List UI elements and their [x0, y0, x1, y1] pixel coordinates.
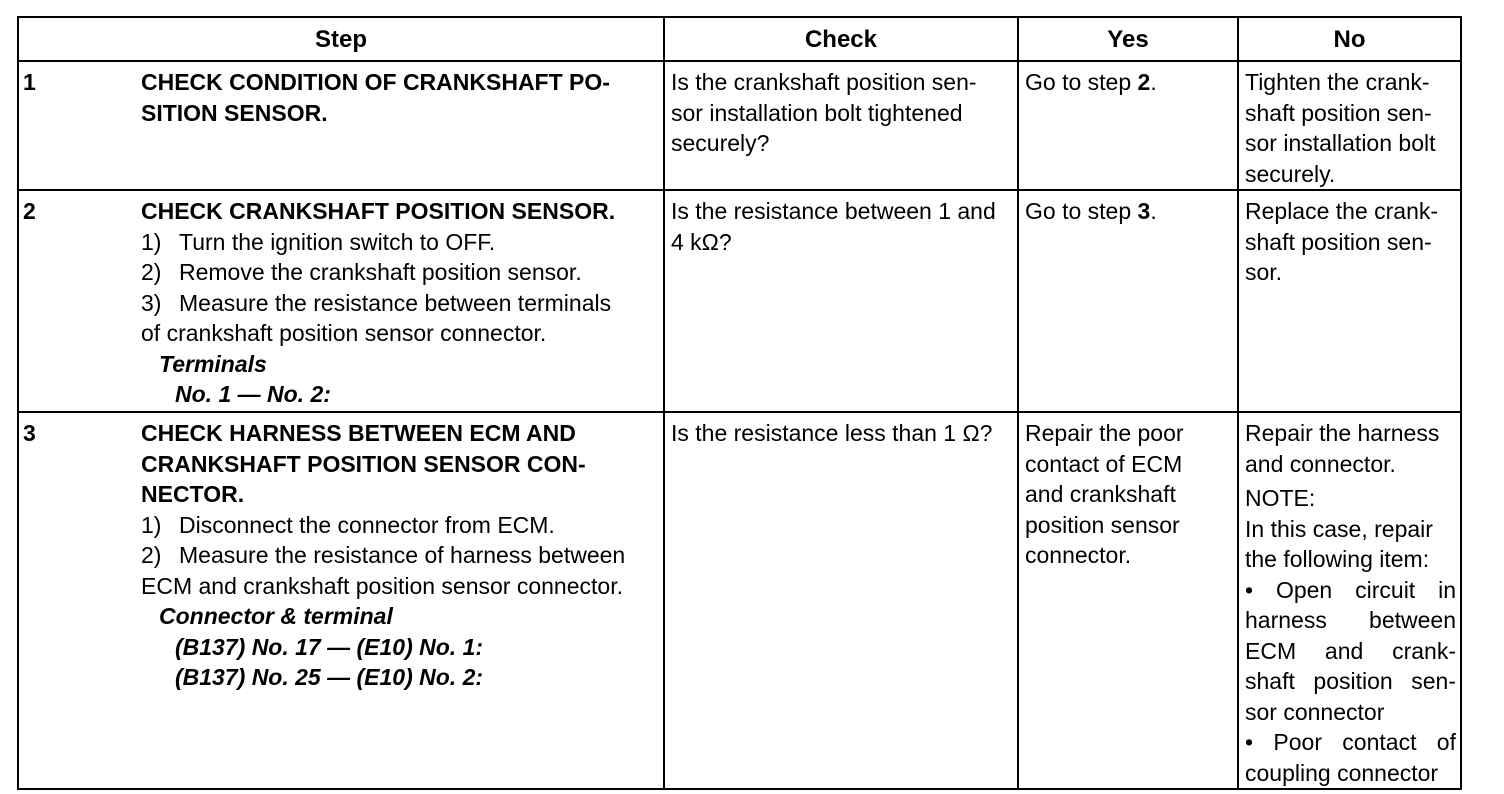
yes-line: position sensor: [1025, 511, 1180, 538]
check-line: securely?: [671, 130, 770, 156]
instruction-text: Disconnect the connector from ECM.: [179, 511, 555, 538]
instruction-continuation: ECM and crankshaft position sensor connector.: [141, 572, 623, 599]
instruction-number: 3): [141, 289, 162, 316]
no-cell: [1238, 61, 1461, 190]
yes-cell: [1018, 190, 1238, 412]
step-body: [141, 67, 659, 128]
no-line: securely.: [1245, 160, 1336, 187]
step-title-line: CRANKSHAFT POSITION SENSOR CON-: [141, 450, 586, 477]
yes-line: and crankshaft: [1025, 481, 1176, 507]
step-title-line: CHECK CONDITION OF CRANKSHAFT PO-: [141, 69, 610, 95]
step-title-line: CHECK CRANKSHAFT POSITION SENSOR.: [141, 198, 616, 224]
yes-action: [1025, 196, 1233, 227]
no-line: shaft position sen-: [1245, 99, 1432, 126]
yes-line: Repair the poor: [1025, 420, 1184, 446]
check-cell: [664, 61, 1018, 190]
step-number: 2: [23, 198, 36, 224]
yes-line: contact of ECM: [1025, 450, 1183, 477]
note-line: In this case, repair: [1245, 515, 1433, 542]
step-cell: [18, 412, 664, 789]
step-title-line: CHECK HARNESS BETWEEN ECM AND: [141, 420, 576, 446]
step-cell: [18, 61, 664, 190]
check-line: Is the resistance between 1 and: [671, 198, 996, 224]
check-cell: [664, 412, 1018, 789]
yes-step-ref: 2: [1137, 69, 1151, 95]
step-title-line: NECTOR.: [141, 481, 245, 507]
yes-prefix: Go to step: [1025, 69, 1138, 95]
no-line: Replace the crank-: [1245, 198, 1439, 224]
instruction-item: [141, 288, 659, 319]
bullet-line: shaft position sen-: [1245, 668, 1456, 694]
instruction-continuation: of crankshaft position sensor connector.: [141, 320, 547, 346]
yes-cell: [1018, 61, 1238, 190]
instruction-text: Remove the crankshaft position sensor.: [179, 259, 582, 285]
spec-line: No. 1 — No. 2:: [175, 381, 331, 407]
instruction-text: Turn the ignition switch to OFF.: [179, 228, 496, 255]
no-line: and connector.: [1245, 450, 1396, 477]
step-body: [141, 196, 659, 410]
table-row: [18, 61, 1461, 190]
bullet-line: sor connector: [1245, 698, 1385, 725]
check-line: Is the resistance less than 1 Ω?: [671, 420, 993, 446]
instruction-number: 2): [141, 542, 162, 568]
yes-suffix: .: [1150, 198, 1157, 224]
step-body: [141, 418, 659, 693]
check-cell: [664, 190, 1018, 412]
bullet-line: • Open circuit in: [1245, 576, 1456, 603]
bullet-line: • Poor contact of: [1245, 729, 1456, 755]
instruction-number: 1): [141, 511, 162, 538]
instruction-item: [141, 227, 659, 258]
header-yes: Yes: [1018, 17, 1238, 61]
yes-line: connector.: [1025, 542, 1132, 568]
spec-line: (B137) No. 17 — (E10) No. 1:: [175, 633, 484, 660]
step-cell: [18, 190, 664, 412]
diagnostic-table: [17, 16, 1462, 790]
bullet-line: harness between: [1245, 607, 1456, 633]
yes-action: [1025, 67, 1233, 98]
instruction-number: 1): [141, 228, 162, 255]
step-number: 1: [23, 69, 36, 95]
check-line: sor installation bolt tightened: [671, 99, 963, 126]
bullet-line: coupling connector: [1245, 759, 1439, 786]
table-row: [18, 412, 1461, 789]
header-no: No: [1238, 17, 1461, 61]
table-row: [18, 190, 1461, 412]
instruction-item: [141, 510, 659, 541]
note-line: the following item:: [1245, 546, 1430, 572]
spec-label: Connector & terminal: [159, 603, 393, 629]
no-line: sor.: [1245, 259, 1283, 285]
yes-cell: [1018, 412, 1238, 789]
header-check: Check: [664, 17, 1018, 61]
no-line: sor installation bolt: [1245, 130, 1436, 156]
no-line: shaft position sen-: [1245, 228, 1432, 255]
no-cell: [1238, 412, 1461, 789]
no-line: Tighten the crank-: [1245, 69, 1430, 95]
spec-label: Terminals: [159, 350, 267, 377]
instruction-number: 2): [141, 259, 162, 285]
yes-suffix: .: [1150, 69, 1157, 95]
step-number: 3: [23, 420, 36, 446]
yes-prefix: Go to step: [1025, 198, 1138, 224]
check-line: 4 kΩ?: [671, 228, 732, 255]
instruction-text: Measure the resistance of harness between: [179, 542, 626, 568]
bullet-line: ECM and crank-: [1245, 637, 1456, 664]
header-row: [18, 17, 1461, 61]
yes-step-ref: 3: [1137, 198, 1151, 224]
header-step: Step: [18, 17, 664, 61]
no-line: Repair the harness: [1245, 420, 1440, 446]
no-cell: [1238, 190, 1461, 412]
step-title-line: SITION SENSOR.: [141, 99, 328, 126]
instruction-item: [141, 540, 659, 571]
instruction-item: [141, 257, 659, 288]
check-line: Is the crankshaft position sen-: [671, 69, 977, 95]
instruction-text: Measure the resistance between terminals: [179, 289, 612, 316]
note-label: NOTE:: [1245, 485, 1316, 511]
spec-line: (B137) No. 25 — (E10) No. 2:: [175, 664, 484, 690]
